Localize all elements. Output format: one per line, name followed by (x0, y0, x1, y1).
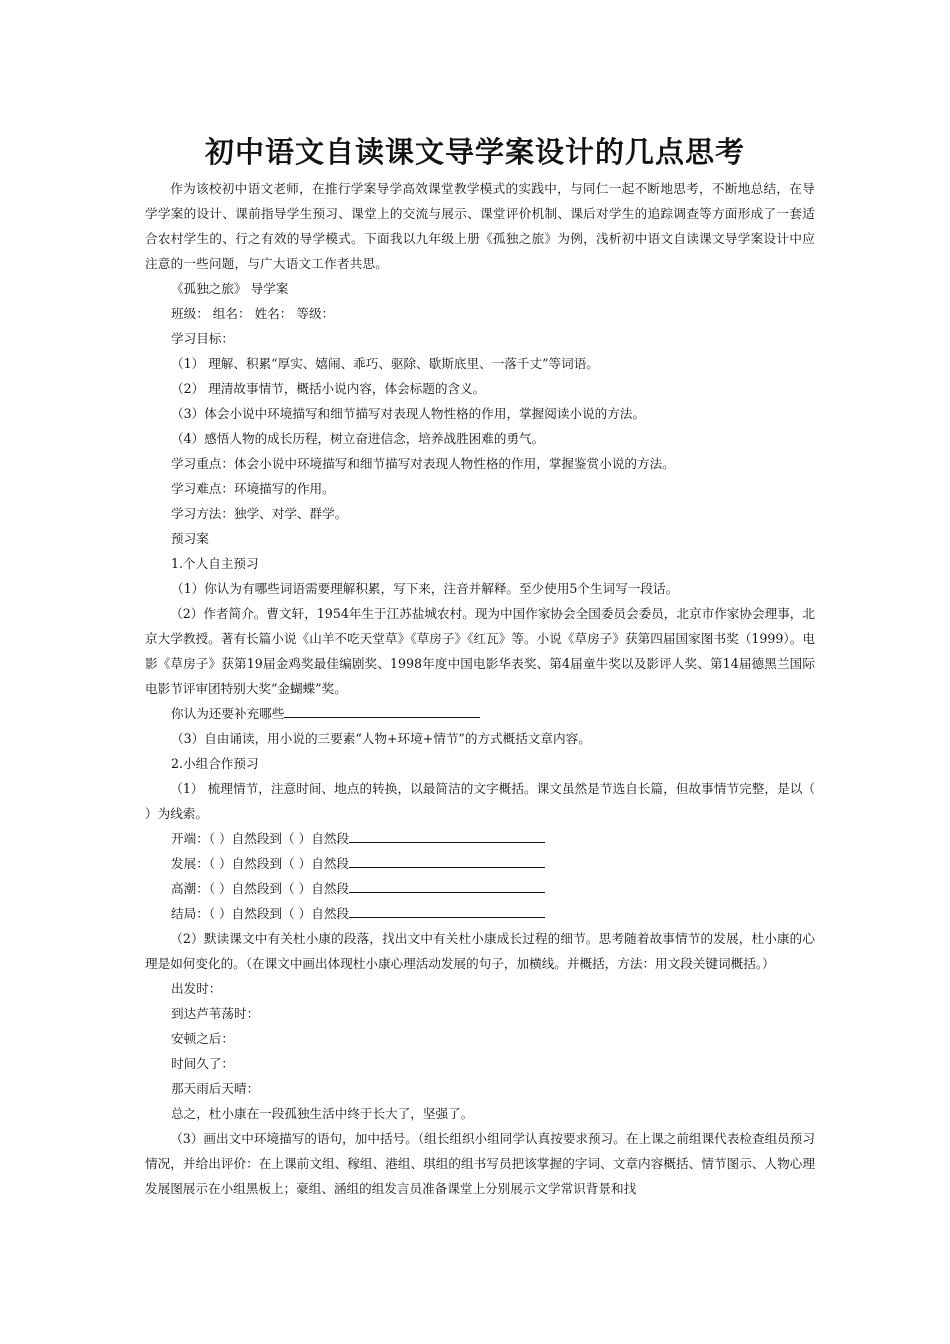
plot-row (145, 851, 815, 876)
document-title: 初中语文自读课文导学案设计的几点思考 (204, 135, 745, 169)
s1-question-2: （2）作者简介。曹文轩，1954年生于江苏盐城农村。现为中国作家协会全国委员会委员，北京市作家协会理事，北京大学教授。著有长篇小说《山羊不吃天堂草》《草房子》《红瓦》等。小说《草房子》获第四届国家图书奖（1999）。电影《草房子》获第19届金鸡奖最佳编剧奖、1998年度中国电影华表奖、第4届童牛奖以及影评人奖、第14届德黑兰国际电影节评审团特别大奖“金蝴蝶”奖。 (145, 606, 815, 696)
s2-question-1: （1） 梳理情节，注意时间、地点的转换，以最简洁的文字概括。课文虽然是节选自长篇，但故事情节完整，是以（ ）为线索。 (145, 781, 815, 821)
goal-item: （3）体会小说中环境描写和细节描写对表现人物性格的作用，掌握阅读小说的方法。 (171, 406, 645, 421)
fill-blank-line[interactable] (349, 828, 545, 843)
plot-row (145, 826, 815, 851)
s2-question-3: （3）画出文中环境描写的语句，加中括号。（组长组织小组同学认真按要求预习。在上课之前组课代表检查组员预习情况，并给出评价：在上课前文组、稼组、港组、琪组的组书写员把该掌握的字词、文章内容概括、情节图示、人物心理发展图展示在小组黑板上；豪组、涵组的组发言员准备课堂上分别展示文学常识背景和找 (145, 1131, 815, 1196)
preview-heading: 预习案 (171, 531, 209, 546)
fill-blank-line[interactable] (349, 903, 545, 918)
method: 学习方法：独学、对学、群学。 (171, 506, 348, 521)
s1-supplement-line (145, 701, 815, 726)
fill-blank-line[interactable] (349, 853, 545, 868)
plot-row-label: 开端：（ ）自然段到（ ）自然段 (171, 831, 350, 846)
fill-blank-line[interactable] (284, 703, 480, 718)
s1-question-3: （3）自由诵读，用小说的三要素“人物+环境+情节”的方式概括文章内容。 (171, 731, 591, 746)
s1-question-1: （1）你认为有哪些词语需要理解积累，写下来，注音并解释。至少使用5个生词写一段话。 (171, 581, 679, 596)
difficulty: 学习难点：环境描写的作用。 (171, 481, 335, 496)
stage-item: 时间久了： (171, 1056, 234, 1071)
stage-item: 那天雨后天晴： (171, 1081, 260, 1096)
stage-item: 出发时： (171, 981, 222, 996)
goal-item: （4）感悟人物的成长历程，树立奋进信念，培养战胜困难的勇气。 (171, 431, 545, 446)
plot-row (145, 876, 815, 901)
goal-item: （1） 理解、积累“厚实、嬉闹、乖巧、驱除、歇斯底里、一落千丈”等词语。 (171, 356, 599, 371)
s2-question-2: （2）默读课文中有关杜小康的段落，找出文中有关杜小康成长过程的细节。思考随着故事情节的发展，杜小康的心理是如何变化的。（在课文中画出体现杜小康心理活动发展的句子，加横线。并概括，方法：用文段关键词概括。） (145, 931, 815, 971)
intro-paragraph: 作为该校初中语文老师，在推行学案导学高效课堂教学模式的实践中，与同仁一起不断地思考，不断地总结，在导学学案的设计、课前指导学生预习、课堂上的交流与展示、课堂评价机制、课后对学生的追踪调查等方面形成了一套适合农村学生的、行之有效的导学模式。下面我以九年级上册《孤独之旅》为例，浅析初中语文自读课文导学案设计中应注意的一些问题，与广大语文工作者共思。 (145, 181, 815, 271)
plot-row (145, 901, 815, 926)
fill-blank-line[interactable] (349, 878, 545, 893)
plot-row-label: 结局：（ ）自然段到（ ）自然段 (171, 906, 350, 921)
section2-heading: 2.小组合作预习 (171, 756, 259, 771)
stage-item: 到达芦苇荡时： (171, 1006, 260, 1021)
s1-supplement-label: 你认为还要补充哪些 (171, 706, 285, 721)
section1-heading: 1.个人自主预习 (171, 556, 259, 571)
goal-item: （2） 理清故事情节，概括小说内容，体会标题的含义。 (171, 381, 486, 396)
plot-row-label: 高潮：（ ）自然段到（ ）自然段 (171, 881, 350, 896)
stage-item: 安顿之后： (171, 1031, 234, 1046)
goals-heading: 学习目标： (171, 331, 234, 346)
plot-row-label: 发展：（ ）自然段到（ ）自然段 (171, 856, 350, 871)
class-info: 班级： 组名： 姓名： 等级： (171, 306, 335, 321)
summary: 总之，杜小康在一段孤独生活中终于长大了，坚强了。 (171, 1106, 474, 1121)
key-point: 学习重点：体会小说中环境描写和细节描写对表现人物性格的作用，掌握鉴赏小说的方法。 (171, 456, 675, 471)
case-title: 《孤独之旅》 导学案 (171, 281, 289, 296)
document-body (145, 176, 815, 1201)
